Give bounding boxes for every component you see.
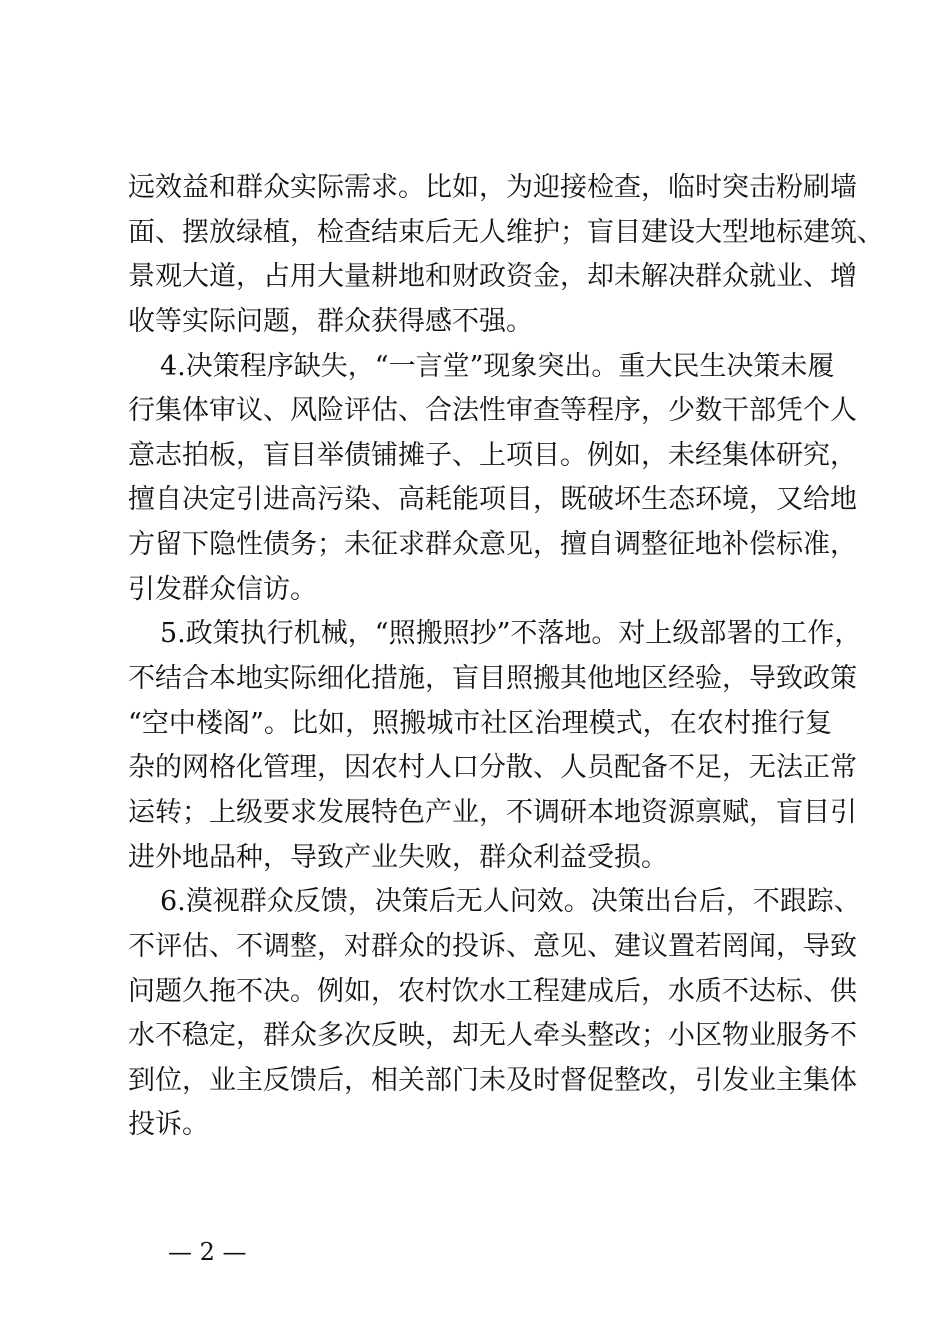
text-line: 意志拍板，盲目举债铺摊子、上项目。例如，未经集体研究， — [128, 439, 857, 471]
text-line: 水不稳定，群众多次反映，却无人牵头整改；小区物业服务不 — [128, 1020, 857, 1052]
text-line: 4.决策程序缺失，“一言堂”现象突出。重大民生决策未履 — [160, 350, 835, 382]
text-line: 6.漠视群众反馈，决策后无人问效。决策出台后，不跟踪、 — [160, 886, 861, 918]
text-line: 面、摆放绿植，检查结束后无人维护；盲目建设大型地标建筑、 — [128, 216, 884, 248]
text-line: 远效益和群众实际需求。比如，为迎接检查，临时突击粉刷墙 — [128, 172, 857, 203]
text-line: 5.政策执行机械，“照搬照抄”不落地。对上级部署的工作， — [160, 618, 862, 650]
text-line: 到位，业主反馈后，相关部门未及时督促整改，引发业主集体 — [128, 1064, 857, 1096]
text-line: 引发群众信访。 — [128, 573, 317, 605]
paragraph — [128, 880, 861, 1148]
text-line: 行集体审议、风险评估、合法性审查等程序，少数干部凭个人 — [128, 395, 857, 427]
document-body — [128, 166, 884, 1148]
text-line: 擅自决定引进高污染、高耗能项目，既破坏生态环境，又给地 — [128, 484, 857, 516]
text-line: 运转；上级要求发展特色产业，不调研本地资源禀赋，盲目引 — [128, 796, 857, 828]
paragraph — [128, 612, 862, 880]
paragraph — [128, 166, 884, 345]
text-line: 不结合本地实际细化措施，盲目照搬其他地区经验，导致政策 — [128, 663, 857, 695]
paragraph — [128, 345, 857, 613]
text-line: 不评估、不调整，对群众的投诉、意见、建议置若罔闻，导致 — [128, 930, 857, 962]
text-line: 投诉。 — [128, 1109, 209, 1141]
text-line: 方留下隐性债务；未征求群众意见，擅自调整征地补偿标准， — [128, 529, 857, 561]
text-line: 进外地品种，导致产业失败，群众利益受损。 — [128, 841, 668, 873]
page-number: — 2 — — [168, 1238, 247, 1266]
text-line: 景观大道，占用大量耕地和财政资金，却未解决群众就业、增 — [128, 261, 857, 293]
text-line: “空中楼阁”。比如，照搬城市社区治理模式，在农村推行复 — [128, 707, 832, 739]
text-line: 收等实际问题，群众获得感不强。 — [128, 305, 533, 337]
text-line: 杂的网格化管理，因农村人口分散、人员配备不足，无法正常 — [128, 752, 857, 784]
text-line: 问题久拖不决。例如，农村饮水工程建成后，水质不达标、供 — [128, 975, 857, 1007]
